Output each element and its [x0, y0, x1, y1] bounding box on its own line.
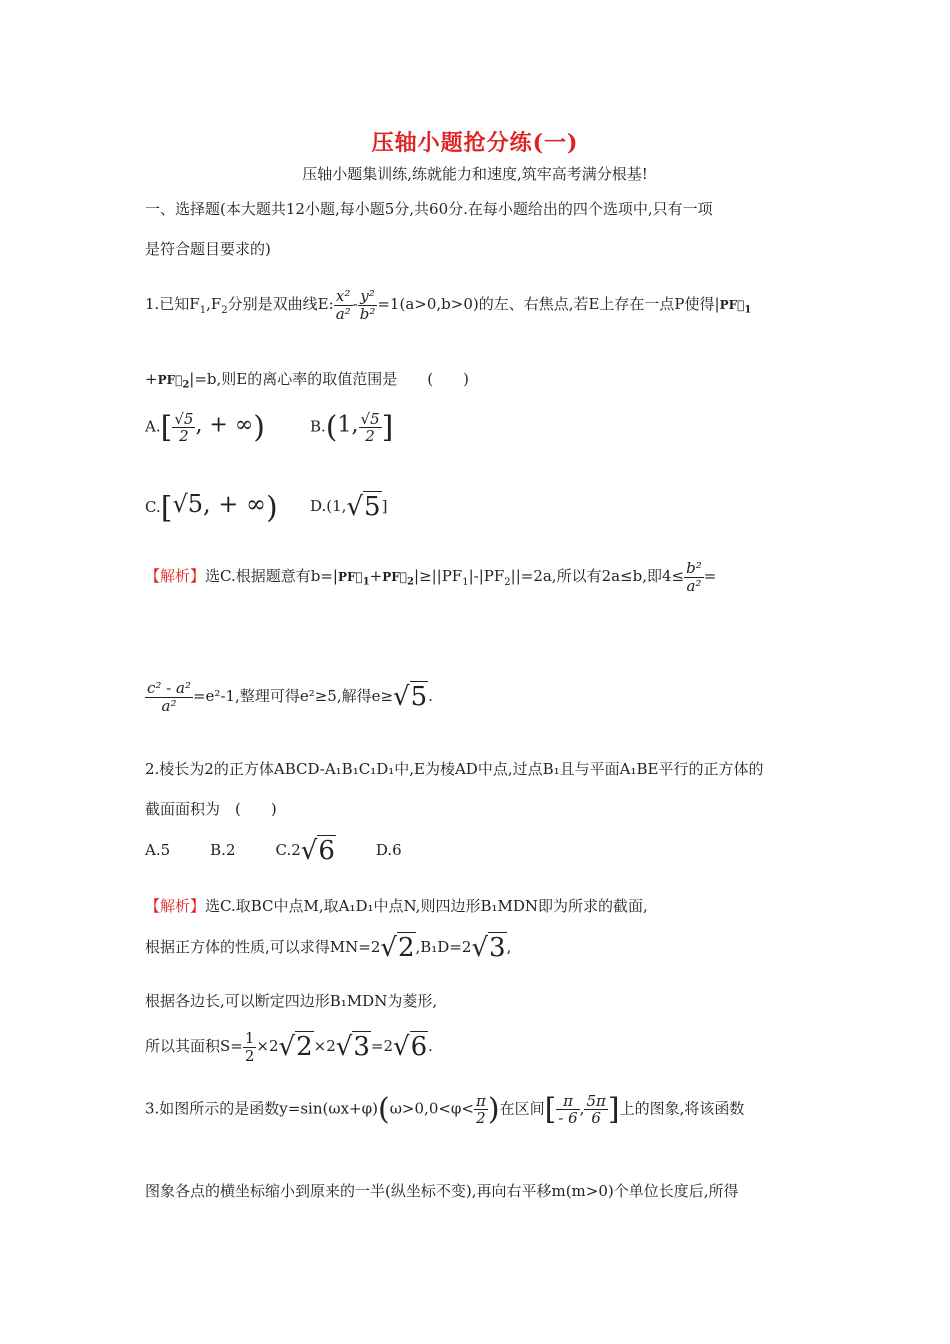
q2-stem-line1: 2.棱长为2的正方体ABCD-A₁B₁C₁D₁中,E为棱AD中点,过点B₁且与平面A₁BE平行的正方体的 [145, 760, 764, 778]
q3-stem-line2: 图象各点的横坐标缩小到原来的一半(纵坐标不变),再向右平移m(m>0)个单位长度后,所得 [145, 1182, 739, 1200]
q2-options: A.5 B.2 C.2√6 D.6 [145, 836, 402, 866]
q2-solution-line3: 根据各边长,可以断定四边形B₁MDN为菱形, [145, 992, 438, 1010]
q3-stem-line1: 3.如图所示的是函数y=sin(ωx+φ)(ω>0,0<φ< $\frac{\pi}{2}$ )在区间[ $\frac{\pi}{- 6}$ , $\frac{5\pi}{6}$ ]上的图象,将该函数 [145, 1091, 745, 1127]
q1-solution-line2: $\frac{\text{c² - a²}}{\text{a²}}$ =e²-1,整理可得e²≥5,解得e≥√5. [147, 679, 433, 715]
q2-solution-line4: 所以其面积S= $\frac{1}{2}$ ×2√2×2√3=2√6. [145, 1029, 433, 1065]
vector-pf1: $PF⃗_1$ [719, 298, 752, 316]
q2-stem-line2: 截面面积为 ( ) [145, 800, 277, 818]
q1-option-b: B.(1, $\frac{√5}{2}$ ] [310, 409, 394, 445]
vector-pf2: $PF⃗_2$ [157, 373, 190, 391]
page-title: 压轴小题抢分练(一) [371, 130, 579, 156]
q1-option-d: D.(1,√5] [310, 492, 388, 522]
q1-option-a: A.[ $\frac{√5}{2}$ , + ∞) [145, 409, 265, 445]
q1-stem: 1.已知$F_1,F_2$分别是双曲线E: $\frac{\text{x²}}{\text{a²}}$ - $\frac{\text{y²}}{\text{b²}}$ =1(a>0,b>0)的左、右焦点,若E上存在一点P使得$|PF⃗_1$ [145, 287, 752, 323]
q2-solution-line2: 根据正方体的性质,可以求得MN=2√2,B₁D=2√3, [145, 933, 512, 963]
q1-stem-line2: $+PF⃗_2|=b$,则E的离心率的取值范围是 ( ) [145, 370, 469, 391]
section-heading-line1: 一、选择题(本大题共12小题,每小题5分,共60分.在每小题给出的四个选项中,只有一项 [145, 200, 713, 218]
q2-solution-line1: 【解析】选C.取BC中点M,取A₁D₁中点N,则四边形B₁MDN即为所求的截面, [145, 897, 648, 915]
fraction-x2-a2: $\frac{\text{x²}}{\text{a²}}$ [335, 287, 351, 323]
section-heading-line2: 是符合题目要求的) [145, 240, 271, 258]
q1-solution-line1: 【解析】选C.根据题意有$b=|PF⃗_1+PF⃗_2|\ge||PF_1|-|PF_2||=2a$,所以有2a≤b,即4≤ $\frac{\text{b²}}{\text{a²}}$ = [145, 559, 717, 595]
fraction-y2-b2: $\frac{\text{y²}}{\text{b²}}$ [359, 287, 376, 323]
solution-tag: 【解析】 [145, 567, 206, 585]
q1-option-c: C.[√5, + ∞) [145, 490, 278, 526]
subtitle: 压轴小题集训练,练就能力和速度,筑牢高考满分根基! [302, 165, 648, 183]
